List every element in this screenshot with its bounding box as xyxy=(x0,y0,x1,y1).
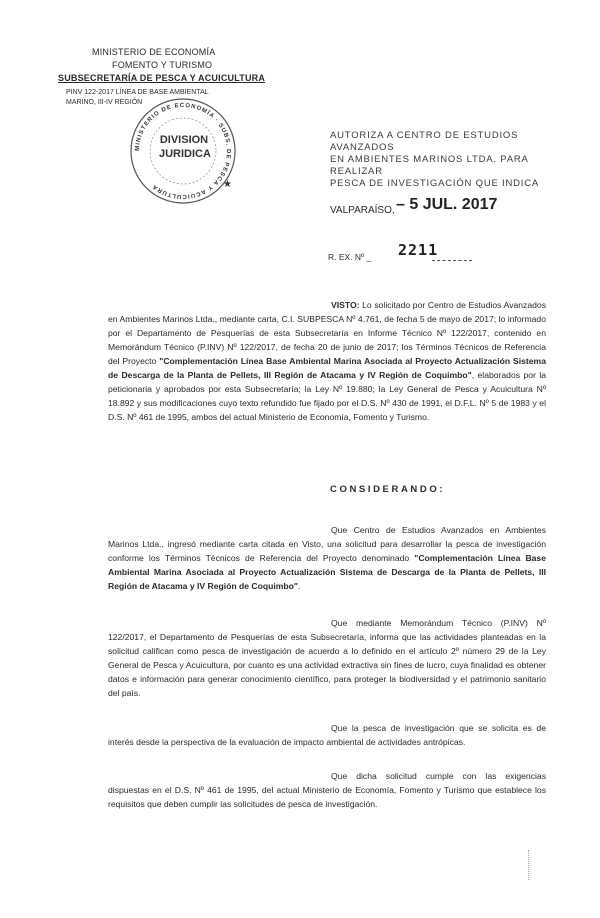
seal-ring-text: MINISTERIO DE ECONOMÍA · SUBS. DE PESCA Y ACUICULTURA xyxy=(134,102,232,200)
title-line-1: AUTORIZA A CENTRO DE ESTUDIOS AVANZADOS xyxy=(330,130,519,153)
considerando-1-end: . xyxy=(297,581,301,591)
seal-line-division: DIVISION xyxy=(159,134,209,146)
reference-line-1: PINV 122-2017 LÍNEA DE BASE AMBIENTAL xyxy=(66,89,209,96)
considerando-2 xyxy=(108,616,546,700)
considerando-4 xyxy=(108,769,546,811)
visto-paragraph xyxy=(108,298,546,424)
division-juridica-seal xyxy=(127,95,239,207)
rex-underline xyxy=(432,260,472,261)
considerando-3-text: Que la pesca de investigación que se solicita es de interés desde la perspectiva de la evaluación de impacto ambiental de actividades antrópicas. xyxy=(108,723,546,747)
reference-line-2: MARINO, III-IV REGIÓN xyxy=(66,99,143,106)
title-line-3: PESCA DE INVESTIGACIÓN QUE INDICA xyxy=(330,178,540,189)
ministry-name: MINISTERIO DE ECONOMÍA xyxy=(92,47,216,57)
visto-project-name: "Complementación Línea Base Ambiental Marina Asociada al Proyecto Actualización Sistema de Descarga de la Planta de Pellets, III Región de Atacama y IV Región de Coquimbo" xyxy=(108,356,546,380)
considerando-1-project-name: "Complementación Línea Base Ambiental Marina Asociada al Proyecto Actualización Sistema de Descarga de la Planta de Pellets, III Región de Atacama y IV Región de Coquimbo" xyxy=(108,553,546,591)
considerando-heading: CONSIDERANDO: xyxy=(330,484,446,495)
star-icon: ★ xyxy=(223,179,232,190)
rex-number: 2211 xyxy=(398,241,439,259)
visto-label: VISTO: xyxy=(331,300,360,310)
subsecretaria-name: SUBSECRETARÍA DE PESCA Y ACUICULTURA xyxy=(58,73,266,83)
resolution-title xyxy=(330,130,580,190)
considerando-2-text: Que mediante Memorándum Técnico (P.INV) Nº 122/2017, el Departamento de Pesquerías de esta Subsecretaría, informa que las actividades planteadas en la solicitud califican como pesca de investigación de acuerdo a lo definido en el artículo 2º número 29 de la Ley General de Pesca y Acuicultura, por cuanto es una actividad extractiva sin fines de lucro, cuya finalidad es obtener datos e información para generar conocimiento científico, para proteger la biodiversidad y el patrimonio sanitario del país. xyxy=(108,618,546,698)
considerando-1 xyxy=(108,523,546,593)
seal-line-juridica: JURIDICA xyxy=(159,148,211,160)
rex-label: R. EX. Nº _ xyxy=(328,252,372,262)
place-label: VALPARAÍSO, xyxy=(330,205,395,216)
title-line-2: EN AMBIENTES MARINOS LTDA. PARA REALIZAR xyxy=(330,154,529,177)
visto-text-1: Lo solicitado por Centro de Estudios Avanzados en Ambientes Marinos Ltda., mediante carta, C.I. SUBPESCA Nº 4.761, de fecha 5 de mayo de 2017; lo informado por el Departamento de Pesquerías de esta Subsecretaría en Informe Técnico Nº 122/2017, contenido en Memorándum Técnico (P.INV) Nº 122/2017, de fecha 20 de junio de 2017; los Términos Técnicos de Referencia del Proyecto xyxy=(108,300,546,366)
visto-text-2: , elaborados por la peticionaria y aprobados por esta Subsecretaría; la Ley Nº 19.880; la Ley General de Pesca y Acuicultura Nº 18.892 y sus modificaciones cuyo texto refundido fue fijado por el D.S. Nº 430 de 1991, el D.F.L. Nº 5 de 1983 y el D.S. Nº 461 de 1995, ambos del actual Ministerio de Economía, Fomento y Turismo. xyxy=(108,370,547,422)
ministry-name-2: FOMENTO Y TURISMO xyxy=(112,60,213,70)
considerando-3 xyxy=(108,721,546,749)
date-stamp: – 5 JUL. 2017 xyxy=(396,196,498,213)
considerando-1-text: Que Centro de Estudios Avanzados en Ambientes Marinos Ltda., ingresó mediante carta citada en Visto, una solicitud para desarrollar la pesca de investigación conforme los Términos Técnicos de Referencia del Proyecto denominado xyxy=(108,525,546,563)
considerando-4-text: Que dicha solicitud cumple con las exigencias dispuestas en el D.S. Nº 461 de 1995, del actual Ministerio de Economía, Fomento y Turismo que establece los requisitos que deben cumplir las solicitudes de pesca de investigación. xyxy=(108,771,546,809)
margin-mark xyxy=(528,850,530,880)
